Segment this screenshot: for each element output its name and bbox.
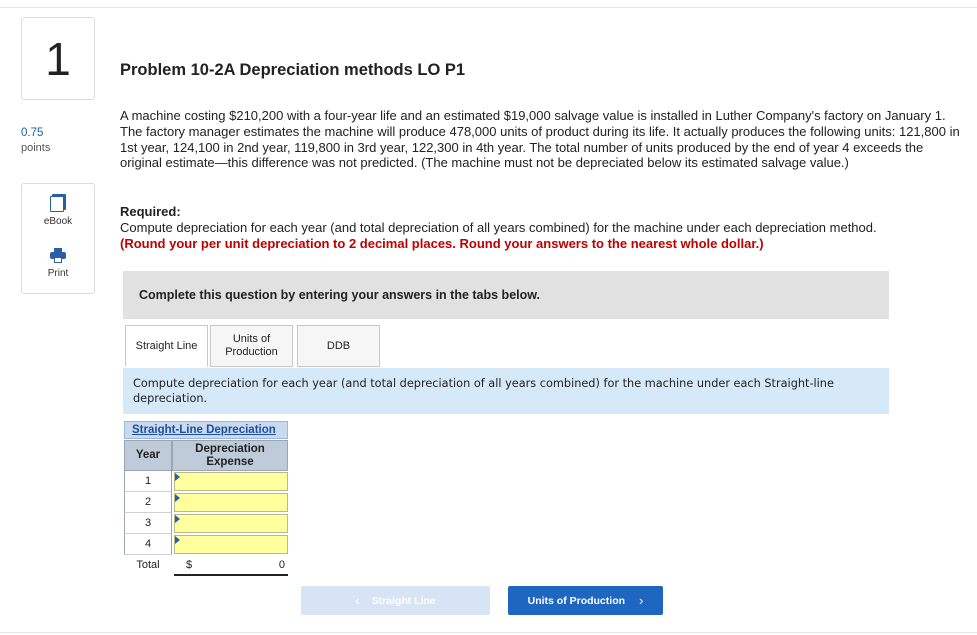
depreciation-input-year-1[interactable] [174,472,288,491]
depreciation-field[interactable] [175,517,287,534]
year-cell: 2 [124,492,172,513]
depreciation-input-year-4[interactable] [174,535,288,554]
bottom-divider [0,632,977,633]
input-marker-icon [175,536,180,544]
total-value [174,555,288,576]
required-label: Required: [120,204,181,219]
column-header-year: Year [124,440,172,471]
rounding-note: (Round your per unit depreciation to 2 decimal places. Round your answers to the nearest whole dollar.) [120,235,764,251]
total-label: Total [136,559,160,571]
chevron-left-icon: ‹ [355,593,360,608]
prev-tab-button[interactable] [301,586,490,615]
total-currency: $ [186,559,193,571]
table-title: Straight-Line Depreciation [124,421,288,439]
tab-instruction: Compute depreciation for each year (and total depreciation of all years combined) for the machine under each Straight-line depreciation. [123,368,889,414]
tab-straight-line-label: Straight Line [135,339,198,352]
problem-title: Problem 10-2A Depreciation methods LO P1 [120,61,466,79]
chevron-right-icon: › [639,593,644,608]
depreciation-input-year-3[interactable] [174,514,288,533]
instruction-bar: Complete this question by entering your answers in the tabs below. [123,271,889,319]
prev-tab-label: Straight Line [371,594,436,607]
total-amount: 0 [278,559,285,571]
points-info [21,126,50,156]
print-label: Print [47,268,69,279]
printer-icon [50,248,66,264]
question-number-box [21,17,95,100]
question-number: 1 [45,32,71,85]
year-cell: 3 [124,513,172,534]
input-marker-icon [175,494,180,502]
depreciation-input-year-2[interactable] [174,493,288,512]
tab-ddb[interactable] [297,325,380,367]
book-icon [50,194,66,212]
input-marker-icon [175,515,180,523]
depreciation-field[interactable] [175,538,287,555]
year-cell: 4 [124,534,172,555]
depreciation-field[interactable] [175,475,287,492]
ebook-button[interactable] [22,194,94,227]
next-tab-label: Units of Production [527,594,626,607]
year-cell: 1 [124,471,172,492]
input-marker-icon [175,473,180,481]
points-label: points [21,142,51,154]
print-button[interactable] [22,248,94,279]
required-text: Compute depreciation for each year (and total depreciation of all years combined) for the machine under each depreciation method. [120,219,877,235]
tools-panel [21,183,95,294]
required-section [120,204,965,251]
depreciation-field[interactable] [175,496,287,513]
tab-ddb-label: DDB [326,339,351,352]
next-tab-button[interactable] [508,586,663,615]
ebook-label: eBook [43,216,73,227]
problem-text: A machine costing $210,200 with a four-year life and an estimated $19,000 salvage value is installed in Luther Company's factory on January 1. The factory manager estimates the machine will produce 478,000 units of product during its life. It actually produces the following units: 121,800 in 1st year, 124,100 in 2nd year, 119,800 in 3rd year, 122,300 in 4th year. The total number of units produced by the end of year 4 exceeds the original estimate—this difference was not predicted. (The machine must not be depreciated below its estimated salvage value.) [120,108,960,171]
points-value: 0.75 [21,127,44,139]
tab-units-of-production[interactable] [210,325,293,367]
tab-units-label: Units of Production [225,333,278,358]
top-divider [0,7,977,8]
column-header-depreciation: Depreciation Expense [172,440,288,471]
tab-straight-line[interactable] [125,325,208,367]
